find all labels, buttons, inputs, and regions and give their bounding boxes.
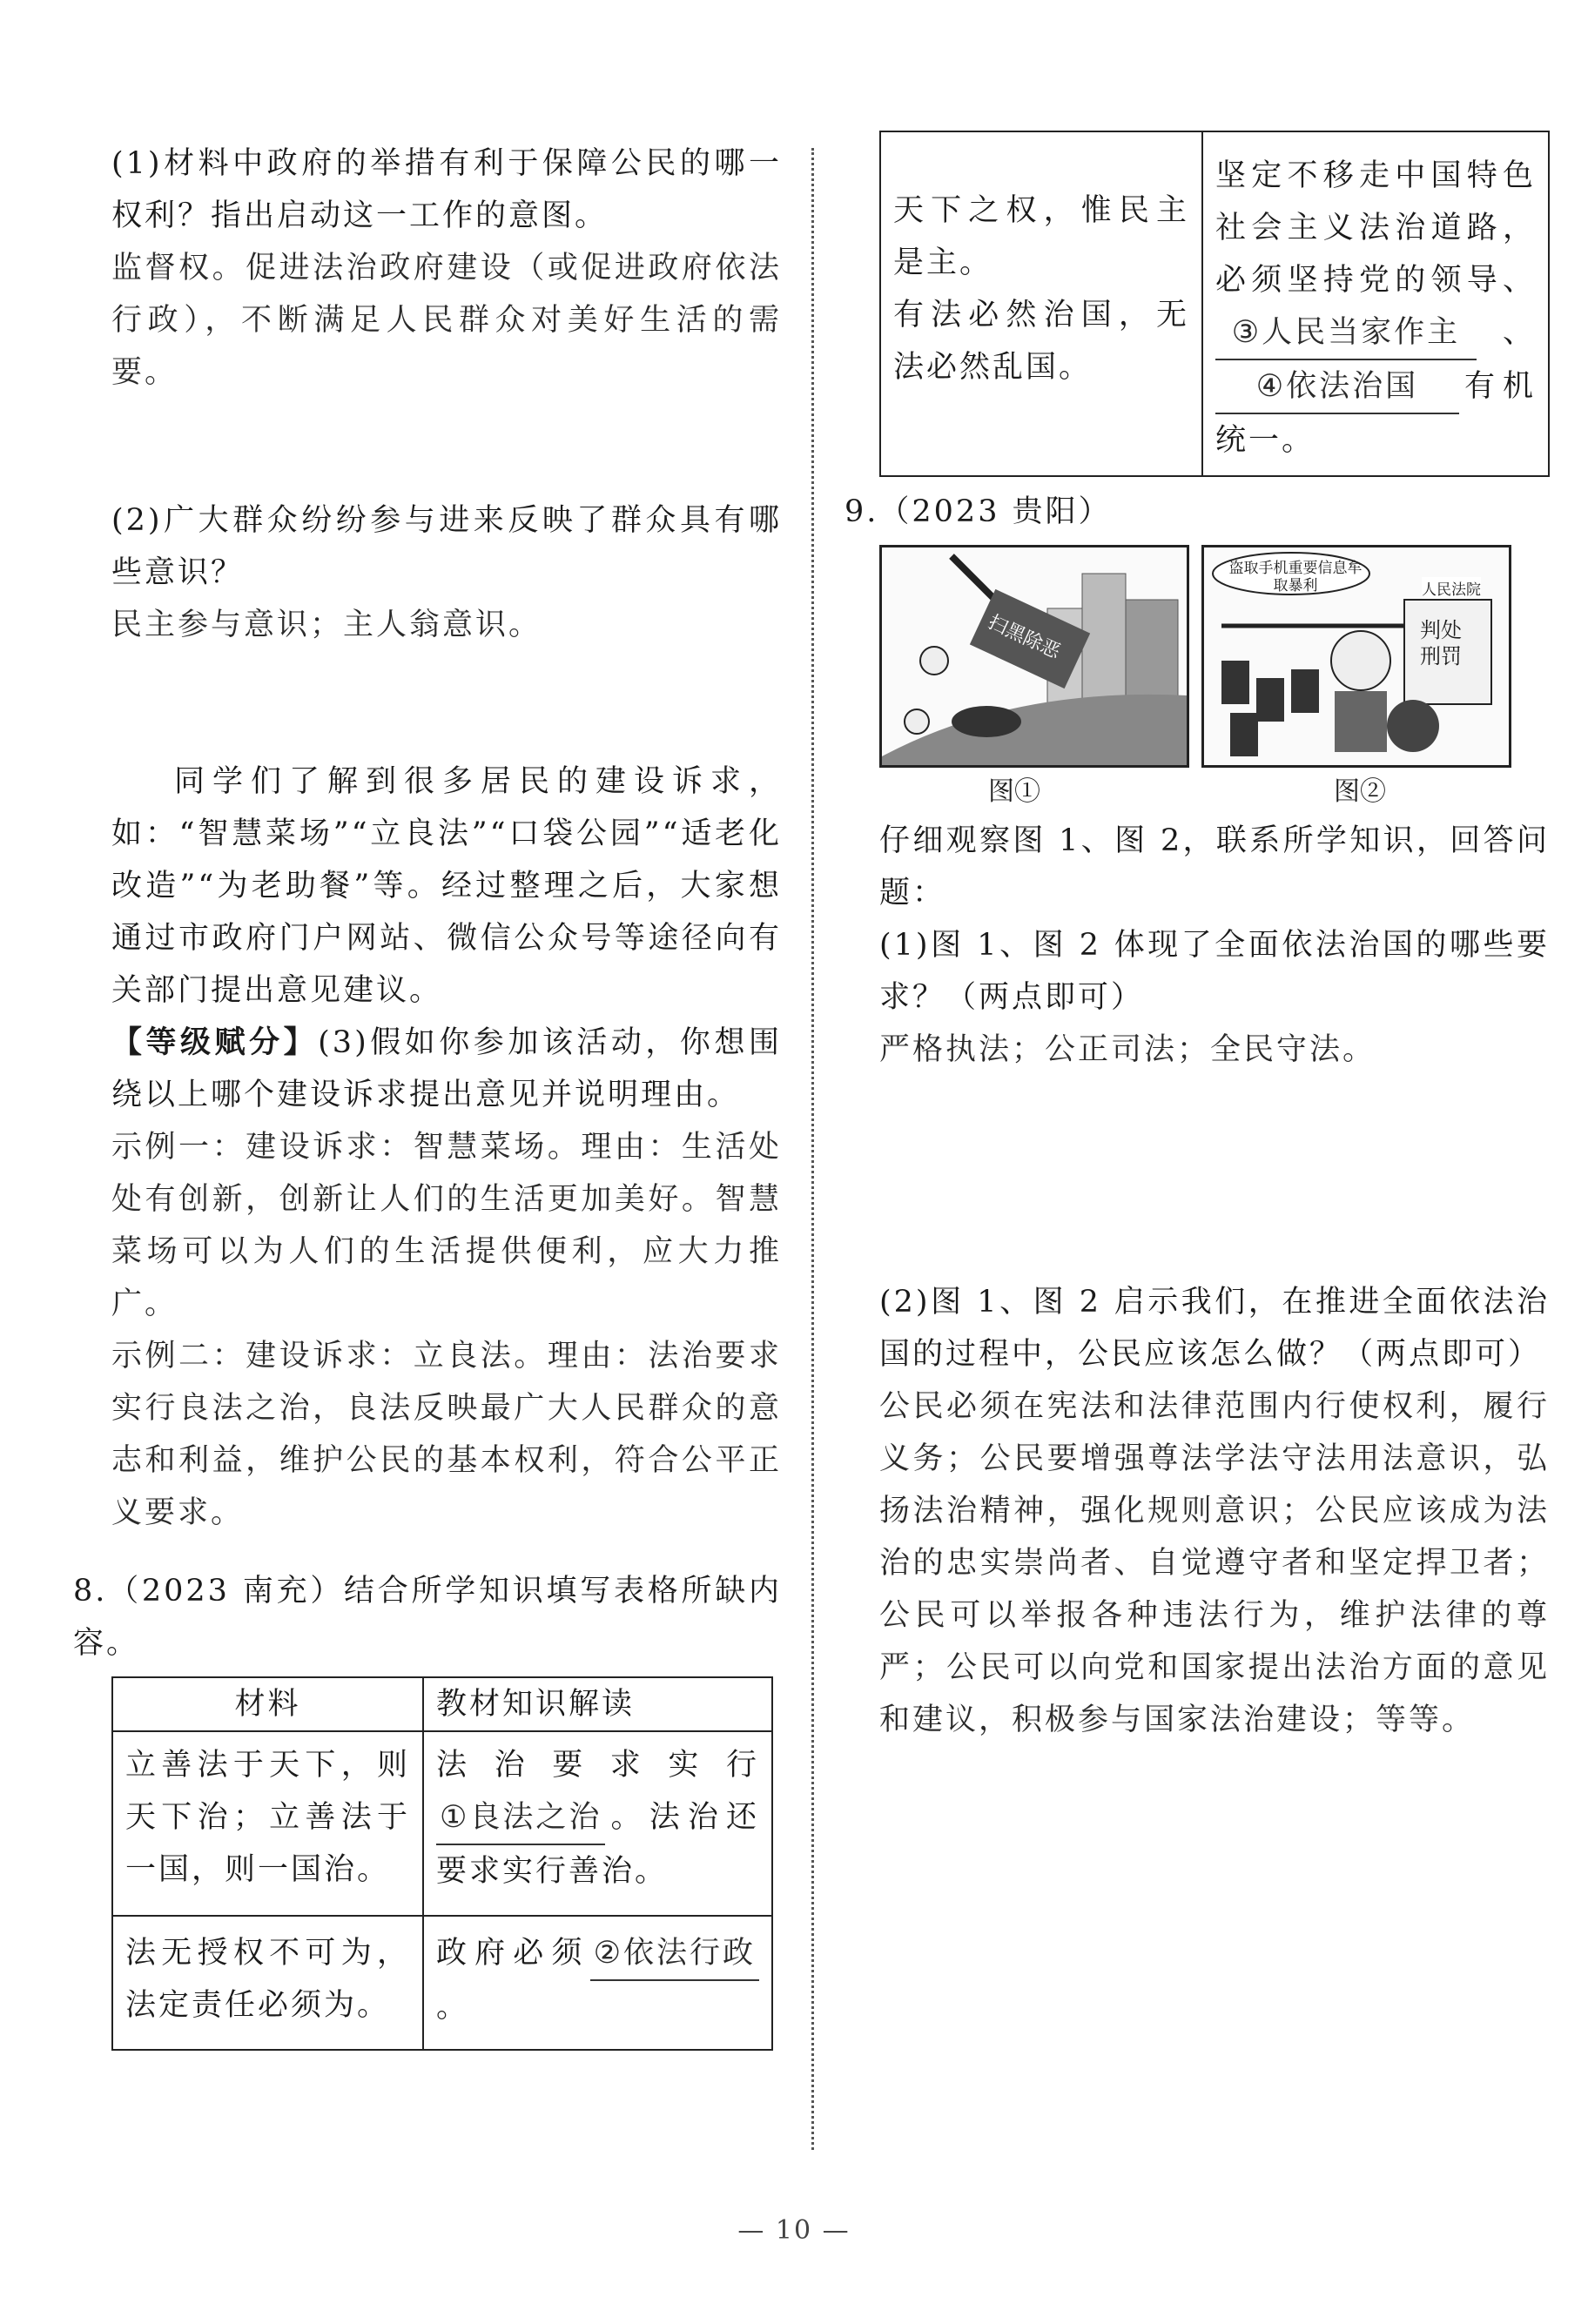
right-column (844, 131, 1550, 1746)
answer-3-example-1: 示例一：建设诉求：智慧菜场。理由：生活处处有创新，创新让人们的生活更加美好。智慧菜场可以为人们的生活提供便利，应大力推广。 (111, 1130, 782, 1321)
table-row2-material: 法无授权不可为，法定责任必须为。 (112, 1916, 423, 2050)
blank-4: ④依法治国 (1215, 360, 1459, 414)
blank-1: ①良法之治 (436, 1791, 605, 1845)
answer-3-example-2: 示例二：建设诉求：立良法。理由：法治要求实行良法之治，良法反映最广大人民群众的意志和利益，维护公民的基本权利，符合公平正义要求。 (111, 1339, 782, 1530)
answer-1: 监督权。促进法治政府建设（或促进政府依法行政），不断满足人民群众对美好生活的需要。 (111, 251, 782, 390)
cartoon-2-law: 人民法院 (1422, 577, 1481, 599)
blank-3: ③人民当家作主 (1215, 306, 1477, 360)
cartoon-row (879, 545, 1550, 841)
cartoon-1 (879, 545, 1189, 768)
q9-question-2: (2)图 1、图 2 启示我们，在推进全面依法治国的过程中，公民应该怎么做？（两点即可） (879, 1285, 1550, 1372)
page-number: — 10 — (737, 2215, 851, 2246)
table-row2-interpret: 政府必须 ②依法行政。 (423, 1916, 772, 2050)
table-right-material: 天下之权，惟民主是主。 有法必然治国，无法必然乱国。 (880, 131, 1202, 476)
cartoon-1-sign: 扫黑除恶 (984, 611, 1064, 664)
column-divider (811, 148, 814, 2150)
table-q8 (111, 1676, 773, 2051)
table-header-interpret: 教材知识解读 (423, 1677, 772, 1731)
table-row1-material: 立善法于天下，则天下治；立善法于一国，则一国治。 (112, 1731, 423, 1916)
q9-answer-1: 严格执法；公正司法；全民守法。 (879, 1032, 1376, 1067)
question-1: (1)材料中政府的举措有利于保障公民的哪一权利？指出启动这一工作的意图。 (111, 146, 782, 233)
table-row1-interpret: 法治要求实行①良法之治 。法治还要求实行善治。 (423, 1731, 772, 1916)
table-header-material: 材料 (112, 1677, 423, 1731)
grade-tag: 【等级赋分】 (111, 1024, 319, 1060)
question-2: (2)广大群众纷纷参与进来反映了群众具有哪些意识？ (111, 503, 782, 590)
blank-2: ②依法行政 (590, 1927, 759, 1981)
q9-question-1: (1)图 1、图 2 体现了全面依法治国的哪些要求？（两点即可） (879, 928, 1550, 1015)
question-8: 8.（2023 南充）结合所学知识填写表格所缺内容。 (73, 1574, 782, 1661)
cartoon-2 (1201, 545, 1511, 768)
question-9: 9.（2023 贵阳） (844, 494, 1112, 529)
table-continued (879, 131, 1550, 477)
q9-answer-2: 公民必须在宪法和法律范围内行使权利，履行义务；公民要增强尊法学法守法用法意识，弘扬法治精神，强化规则意识；公民应该成为法治的忠实崇尚者、自觉遵守者和坚定捍卫者；公民可以举报各种违法行为，维护法律的尊严；公民可以向党和国家提出法治方面的意见和建议，积极参与国家法治建设；等等。 (879, 1389, 1550, 1737)
left-column (73, 138, 782, 2051)
question-3 (111, 1017, 782, 1121)
answer-2: 民主参与意识；主人翁意识。 (111, 608, 542, 642)
cartoon-1-drawing (882, 547, 1187, 765)
cartoon-2-sentence: 判处刑罚 (1420, 618, 1462, 668)
q9-intro: 仔细观察图 1、图 2，联系所学知识，回答问题： (879, 823, 1550, 910)
material-paragraph: 同学们了解到很多居民的建设诉求，如：“智慧菜场”“立良法”“口袋公园”“适老化改造”“为老助餐”等。经过整理之后，大家想通过市政府门户网站、微信公众号等途径向有关部门提出意见建议。 (111, 764, 782, 1008)
cartoon-2-bubble: 盗取手机重要信息牟取暴利 (1228, 560, 1363, 594)
table-right-interpret: 坚定不移走中国特色社会主义法治道路，必须坚持党的领导、③人民当家作主 、④依法治国 有机统一。 (1202, 131, 1549, 476)
cartoon-2-caption: 图② (1334, 776, 1386, 807)
question-3-text: (3)假如你参加该活动，你想围绕以上哪个建设诉求提出意见并说明理由。 (111, 1025, 782, 1112)
cartoon-1-caption: 图① (988, 776, 1040, 807)
